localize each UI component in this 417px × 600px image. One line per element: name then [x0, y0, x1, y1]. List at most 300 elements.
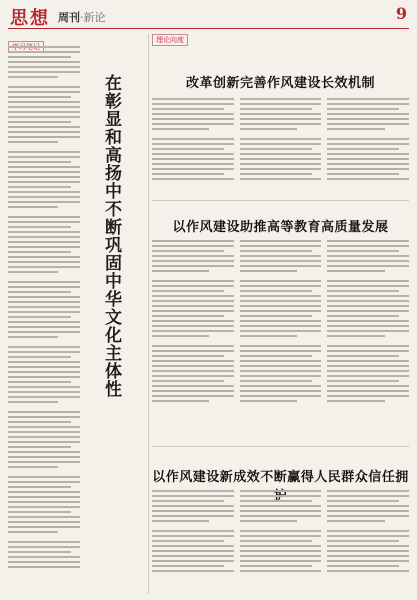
text-line — [152, 390, 234, 392]
text-line — [152, 395, 234, 397]
text-line — [8, 106, 80, 108]
text-line — [327, 490, 409, 492]
text-line — [8, 326, 80, 328]
text-line — [327, 305, 409, 307]
text-line — [8, 306, 80, 308]
text-line — [8, 331, 80, 333]
text-line — [8, 421, 71, 423]
text-line — [152, 570, 234, 572]
text-line — [327, 395, 409, 397]
text-line — [240, 565, 312, 567]
text-line — [327, 103, 409, 105]
text-line — [240, 560, 322, 562]
text-line — [327, 515, 409, 517]
text-line — [240, 395, 322, 397]
text-line — [240, 535, 322, 537]
text-line — [327, 400, 384, 402]
text-line — [8, 111, 80, 113]
text-line — [8, 201, 80, 203]
text-line — [240, 520, 297, 522]
text-line — [240, 370, 322, 372]
text-line — [240, 360, 322, 362]
text-line — [8, 101, 80, 103]
article-2-body — [152, 240, 409, 405]
text-line — [8, 61, 80, 63]
text-line — [8, 76, 58, 78]
text-line — [8, 436, 80, 438]
text-line — [327, 345, 409, 347]
text-line — [8, 271, 58, 273]
text-line — [8, 456, 80, 458]
text-line — [152, 400, 209, 402]
text-line — [327, 565, 399, 567]
text-line — [8, 266, 80, 268]
text-line — [327, 118, 409, 120]
text-line — [8, 481, 80, 483]
text-line — [8, 521, 80, 523]
text-line — [8, 316, 71, 318]
text-line — [240, 138, 322, 140]
text-line — [152, 98, 234, 100]
text-line — [152, 280, 234, 282]
text-line — [152, 505, 234, 507]
text-line — [8, 396, 80, 398]
text-line — [327, 320, 409, 322]
text-line — [8, 291, 71, 293]
text-line — [327, 108, 399, 110]
right-area — [152, 34, 409, 594]
text-line — [152, 565, 224, 567]
text-line — [152, 290, 224, 292]
text-line — [8, 156, 80, 158]
text-line — [8, 356, 71, 358]
text-line — [152, 360, 234, 362]
text-line — [8, 411, 80, 413]
text-line — [327, 285, 409, 287]
text-line — [327, 123, 409, 125]
text-line — [8, 476, 80, 478]
text-line — [240, 325, 322, 327]
text-line — [240, 260, 322, 262]
left-article-body — [8, 46, 80, 571]
text-line — [240, 400, 297, 402]
text-line — [8, 461, 80, 463]
text-line — [152, 315, 224, 317]
text-line — [327, 295, 409, 297]
text-line — [152, 320, 234, 322]
text-line — [152, 270, 209, 272]
text-line — [240, 495, 322, 497]
text-line — [327, 375, 409, 377]
text-line — [327, 500, 399, 502]
text-line — [327, 385, 409, 387]
text-line — [152, 365, 234, 367]
text-line — [240, 570, 322, 572]
text-line — [327, 153, 409, 155]
text-line — [327, 148, 399, 150]
text-line — [8, 131, 80, 133]
text-line — [8, 56, 71, 58]
text-line — [240, 355, 312, 357]
article-3-body — [152, 490, 409, 575]
text-line — [152, 495, 234, 497]
text-line — [8, 321, 80, 323]
text-line — [327, 560, 409, 562]
text-line — [8, 196, 80, 198]
text-line — [240, 375, 322, 377]
text-line — [240, 380, 312, 382]
text-line — [327, 143, 409, 145]
text-line — [152, 555, 234, 557]
text-line — [327, 535, 409, 537]
text-line — [8, 226, 71, 228]
article-2-headline: 以作风建设助推高等教育高质量发展 — [172, 220, 389, 235]
text-line — [8, 546, 80, 548]
text-line — [240, 153, 322, 155]
text-line — [240, 345, 322, 347]
text-line — [327, 365, 409, 367]
text-line — [8, 286, 80, 288]
text-line — [327, 545, 409, 547]
text-line — [327, 300, 409, 302]
text-line — [327, 330, 409, 332]
text-line — [240, 515, 322, 517]
text-line — [240, 103, 322, 105]
right-section-tag: 理论向度 — [152, 34, 188, 46]
text-line — [327, 280, 409, 282]
text-line — [8, 91, 80, 93]
text-line — [240, 555, 322, 557]
text-line — [8, 486, 71, 488]
text-line — [8, 51, 80, 53]
text-line — [327, 540, 399, 542]
text-line — [152, 250, 224, 252]
text-line — [8, 301, 80, 303]
text-line — [152, 335, 209, 337]
text-line — [152, 530, 234, 532]
text-line — [8, 556, 80, 558]
text-line — [327, 360, 409, 362]
text-line — [8, 171, 80, 173]
text-line — [327, 325, 409, 327]
text-line — [240, 550, 322, 552]
text-line — [152, 148, 224, 150]
text-line — [152, 385, 234, 387]
article-1-headline: 改革创新完善作风建设长效机制 — [185, 76, 375, 91]
text-line — [152, 540, 224, 542]
text-line — [8, 261, 80, 263]
text-line — [152, 173, 224, 175]
text-line — [152, 370, 234, 372]
text-line — [8, 191, 80, 193]
text-line — [240, 545, 322, 547]
text-line — [327, 98, 409, 100]
text-line — [327, 380, 399, 382]
text-line — [8, 151, 80, 153]
subtitle-light: ·新论 — [80, 11, 106, 24]
text-line — [152, 123, 234, 125]
text-line — [8, 86, 80, 88]
text-line — [240, 350, 322, 352]
text-line — [240, 540, 312, 542]
text-line — [152, 355, 224, 357]
text-line — [152, 375, 234, 377]
text-line — [327, 310, 409, 312]
text-line — [152, 128, 209, 130]
text-line — [8, 246, 80, 248]
text-line — [8, 501, 80, 503]
text-line — [152, 113, 234, 115]
text-line — [240, 385, 322, 387]
text-line — [8, 71, 80, 73]
text-line — [327, 550, 409, 552]
text-line — [8, 346, 80, 348]
left-article-title: 在彰显和高扬中不断巩固中华文化主体性 — [101, 74, 121, 398]
text-line — [327, 158, 409, 160]
text-line — [8, 206, 58, 208]
text-line — [240, 173, 312, 175]
text-line — [8, 251, 71, 253]
text-line — [152, 305, 234, 307]
text-line — [240, 300, 322, 302]
text-line — [8, 121, 71, 123]
text-line — [152, 285, 234, 287]
text-line — [8, 186, 71, 188]
text-line — [152, 350, 234, 352]
article-3-headline: 以作风建设新成效不断赢得人民群众信任拥 — [152, 470, 409, 485]
text-line — [327, 520, 384, 522]
text-line — [8, 351, 80, 353]
text-line — [240, 178, 322, 180]
text-line — [240, 113, 322, 115]
text-line — [327, 240, 409, 242]
text-line — [240, 118, 322, 120]
text-line — [240, 168, 322, 170]
text-line — [240, 390, 322, 392]
text-line — [327, 350, 409, 352]
text-line — [8, 381, 71, 383]
text-line — [327, 270, 384, 272]
text-line — [240, 128, 297, 130]
text-line — [152, 550, 234, 552]
text-line — [327, 265, 409, 267]
text-line — [152, 240, 234, 242]
text-line — [240, 240, 322, 242]
text-line — [327, 570, 409, 572]
text-line — [240, 305, 322, 307]
text-line — [327, 173, 399, 175]
text-line — [152, 138, 234, 140]
text-line — [152, 330, 234, 332]
text-line — [152, 345, 234, 347]
text-line — [8, 336, 58, 338]
text-line — [327, 510, 409, 512]
text-line — [8, 66, 80, 68]
text-line — [327, 245, 409, 247]
text-line — [240, 330, 322, 332]
text-line — [327, 505, 409, 507]
text-line — [8, 176, 80, 178]
text-line — [327, 178, 409, 180]
text-line — [327, 390, 409, 392]
text-line — [240, 245, 322, 247]
text-line — [327, 138, 409, 140]
text-line — [8, 496, 80, 498]
text-line — [240, 250, 312, 252]
text-line — [8, 216, 80, 218]
text-line — [327, 113, 409, 115]
text-line — [8, 451, 80, 453]
text-line — [327, 250, 399, 252]
text-line — [8, 136, 80, 138]
text-line — [240, 123, 322, 125]
text-line — [240, 148, 312, 150]
text-line — [8, 511, 71, 513]
text-line — [327, 260, 409, 262]
article-divider-1 — [152, 200, 409, 201]
text-line — [8, 386, 80, 388]
left-column — [8, 34, 146, 594]
masthead — [8, 4, 409, 29]
text-line — [240, 500, 312, 502]
section-title: 思想 — [10, 8, 50, 29]
text-line — [8, 141, 58, 143]
text-line — [8, 416, 80, 418]
text-line — [8, 566, 80, 568]
text-line — [240, 108, 312, 110]
text-line — [152, 560, 234, 562]
text-line — [327, 315, 399, 317]
text-line — [8, 441, 80, 443]
text-line — [8, 181, 80, 183]
text-line — [8, 256, 80, 258]
text-line — [240, 280, 322, 282]
text-line — [8, 126, 80, 128]
text-line — [240, 315, 312, 317]
text-line — [152, 295, 234, 297]
text-line — [152, 178, 234, 180]
text-line — [240, 265, 322, 267]
text-line — [8, 551, 71, 553]
text-line — [152, 535, 234, 537]
text-line — [240, 530, 322, 532]
text-line — [327, 335, 384, 337]
text-line — [152, 380, 224, 382]
text-line — [152, 168, 234, 170]
text-line — [152, 515, 234, 517]
page-number: 9 — [395, 4, 407, 23]
text-line — [152, 325, 234, 327]
text-line — [8, 446, 71, 448]
text-line — [8, 401, 58, 403]
text-line — [152, 245, 234, 247]
text-line — [152, 520, 209, 522]
text-line — [152, 260, 234, 262]
text-line — [240, 143, 322, 145]
text-line — [8, 541, 80, 543]
article-1-body — [152, 98, 409, 183]
text-line — [152, 545, 234, 547]
text-line — [327, 355, 399, 357]
text-line — [8, 296, 80, 298]
text-line — [8, 311, 80, 313]
text-line — [327, 555, 409, 557]
text-line — [240, 255, 322, 257]
article-divider-2 — [152, 446, 409, 447]
column-divider — [148, 34, 149, 594]
text-line — [327, 128, 384, 130]
text-line — [240, 98, 322, 100]
text-line — [8, 236, 80, 238]
text-line — [240, 290, 312, 292]
text-line — [240, 510, 322, 512]
text-line — [8, 281, 80, 283]
text-line — [152, 158, 234, 160]
text-line — [240, 320, 322, 322]
text-line — [240, 270, 297, 272]
text-line — [152, 118, 234, 120]
text-line — [152, 153, 234, 155]
text-line — [8, 161, 71, 163]
text-line — [152, 510, 234, 512]
text-line — [8, 391, 80, 393]
text-line — [240, 505, 322, 507]
text-line — [8, 46, 80, 48]
text-line — [327, 255, 409, 257]
text-line — [240, 158, 322, 160]
text-line — [8, 516, 80, 518]
subtitle-bold: 周刊 — [58, 11, 80, 24]
text-line — [8, 531, 58, 533]
text-line — [8, 426, 80, 428]
text-line — [8, 241, 80, 243]
text-line — [8, 366, 80, 368]
text-line — [152, 300, 234, 302]
text-line — [152, 108, 224, 110]
text-line — [240, 163, 322, 165]
text-line — [240, 285, 322, 287]
text-line — [8, 371, 80, 373]
text-line — [327, 290, 399, 292]
text-line — [240, 490, 322, 492]
section-subtitle — [58, 9, 106, 25]
text-line — [8, 526, 80, 528]
text-line — [152, 310, 234, 312]
text-line — [8, 561, 80, 563]
text-line — [240, 335, 297, 337]
text-line — [327, 370, 409, 372]
text-line — [152, 265, 234, 267]
text-line — [327, 168, 409, 170]
text-line — [8, 96, 71, 98]
text-line — [240, 310, 322, 312]
text-line — [8, 376, 80, 378]
text-line — [327, 163, 409, 165]
text-line — [327, 495, 409, 497]
text-line — [8, 166, 80, 168]
text-line — [152, 143, 234, 145]
text-line — [240, 365, 322, 367]
text-line — [152, 103, 234, 105]
text-line — [8, 506, 80, 508]
text-line — [152, 490, 234, 492]
text-line — [8, 491, 80, 493]
text-line — [152, 163, 234, 165]
text-line — [8, 231, 80, 233]
text-line — [8, 431, 80, 433]
text-line — [8, 116, 80, 118]
text-line — [8, 361, 80, 363]
